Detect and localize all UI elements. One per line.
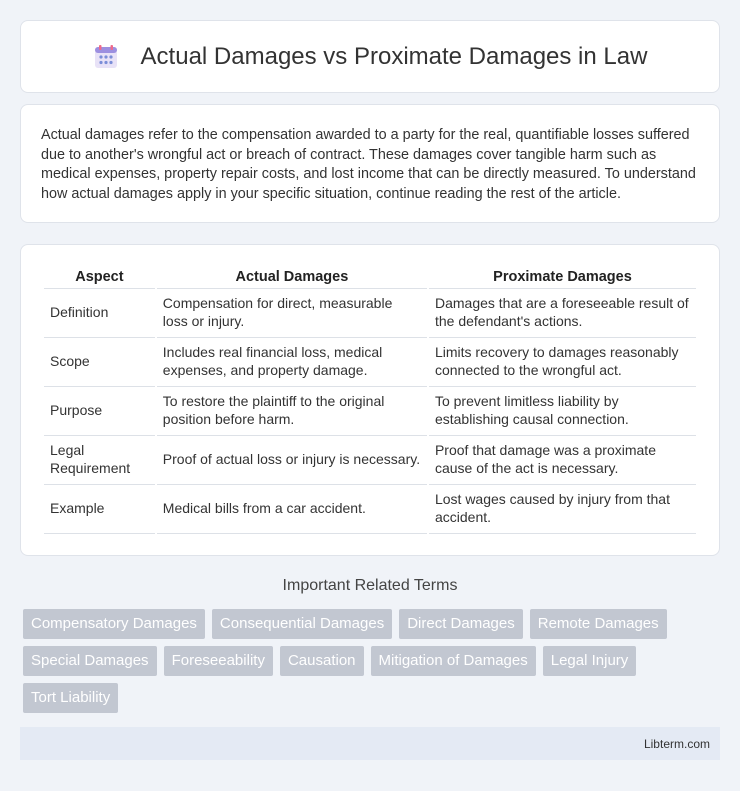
header-proximate: Proximate Damages xyxy=(429,265,696,289)
comparison-card xyxy=(20,244,720,556)
tag-foreseeability[interactable]: Foreseeability xyxy=(164,646,273,676)
tag-remote-damages[interactable]: Remote Damages xyxy=(530,609,667,639)
header-actual: Actual Damages xyxy=(157,265,427,289)
row-actual: Medical bills from a car accident. xyxy=(157,485,427,534)
table-row xyxy=(44,436,696,485)
row-proximate: Damages that are a foreseeable result of the defendant's actions. xyxy=(429,289,696,338)
header-aspect: Aspect xyxy=(44,265,155,289)
table-row xyxy=(44,289,696,338)
row-proximate: To prevent limitless liability by establishing causal connection. xyxy=(429,387,696,436)
intro-text: Actual damages refer to the compensation awarded to a party for the real, quantifiable losses suffered due to another's wrongful act or breach of contract. These damages cover tangible harm such as medical expenses, property repair costs, and lost income that can be directly measured. To understand how actual damages apply in your specific situation, continue reading the rest of the article. xyxy=(41,127,696,202)
intro-card xyxy=(20,104,720,223)
tag-compensatory-damages[interactable]: Compensatory Damages xyxy=(23,609,205,639)
table-row xyxy=(44,338,696,387)
related-terms-list xyxy=(23,609,723,720)
table-row xyxy=(44,485,696,534)
tag-legal-injury[interactable]: Legal Injury xyxy=(543,646,637,676)
tag-consequential-damages[interactable]: Consequential Damages xyxy=(212,609,392,639)
tag-direct-damages[interactable]: Direct Damages xyxy=(399,609,523,639)
tag-tort-liability[interactable]: Tort Liability xyxy=(23,683,118,713)
calendar-icon xyxy=(93,44,119,70)
tag-mitigation-of-damages[interactable]: Mitigation of Damages xyxy=(371,646,536,676)
comparison-table xyxy=(42,265,698,534)
row-actual: Compensation for direct, measurable loss or injury. xyxy=(157,289,427,338)
row-aspect: Definition xyxy=(44,289,155,338)
row-aspect: Scope xyxy=(44,338,155,387)
related-terms-title: Important Related Terms xyxy=(282,577,458,594)
row-aspect: Purpose xyxy=(44,387,155,436)
row-proximate: Lost wages caused by injury from that accident. xyxy=(429,485,696,534)
row-aspect: Legal Requirement xyxy=(44,436,155,485)
row-proximate: Limits recovery to damages reasonably connected to the wrongful act. xyxy=(429,338,696,387)
table-row xyxy=(44,387,696,436)
footer-brand[interactable]: Libterm.com xyxy=(643,737,710,751)
row-actual: Includes real financial loss, medical expenses, and property damage. xyxy=(157,338,427,387)
footer xyxy=(20,727,720,760)
row-actual: Proof of actual loss or injury is necessary. xyxy=(157,436,427,485)
table-header-row xyxy=(44,265,696,289)
row-actual: To restore the plaintiff to the original position before harm. xyxy=(157,387,427,436)
row-aspect: Example xyxy=(44,485,155,534)
header-card xyxy=(20,20,720,93)
tag-causation[interactable]: Causation xyxy=(280,646,364,676)
page-title: Actual Damages vs Proximate Damages in Law xyxy=(140,42,648,70)
tag-special-damages[interactable]: Special Damages xyxy=(23,646,157,676)
row-proximate: Proof that damage was a proximate cause of the act is necessary. xyxy=(429,436,696,485)
